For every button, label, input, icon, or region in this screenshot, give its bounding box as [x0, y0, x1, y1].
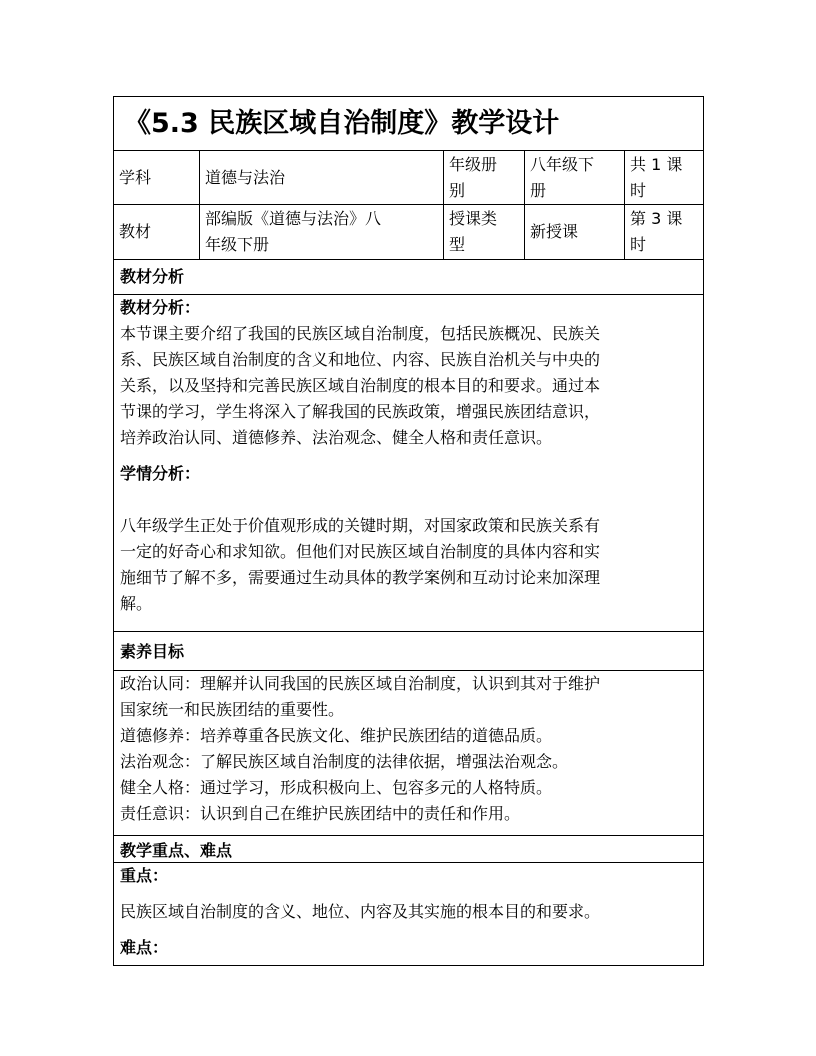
- student-analysis-line: 八年级学生正处于价值观形成的关键时期，对国家政策和民族关系有: [120, 516, 601, 535]
- info-row-subject: [114, 151, 703, 205]
- goal-responsibility: 责任意识：认识到自己在维护民族团结中的责任和作用。: [120, 804, 521, 823]
- textbook-value-line1: 部编版《道德与法治》八: [205, 209, 382, 228]
- subheading-textbook-analysis: 教材分析：: [120, 298, 201, 317]
- analysis-line: 节课的学习，学生将深入了解我国的民族政策，增强民族团结意识，: [120, 402, 601, 421]
- student-analysis-line: 解。: [120, 594, 153, 613]
- goals-section: [114, 671, 703, 836]
- analysis-section: [114, 295, 703, 632]
- grade-value: [525, 151, 625, 204]
- student-analysis-line: 一定的好奇心和求知欲。但他们对民族区域自治制度的具体内容和实: [120, 542, 601, 561]
- subject-label: 学科: [114, 151, 200, 204]
- key-point-text: 民族区域自治制度的含义、地位、内容及其实施的根本目的和要求。: [120, 902, 601, 921]
- section-heading-analysis: 教材分析: [114, 260, 703, 295]
- goal-political-identity: [120, 671, 697, 723]
- student-analysis-paragraph: [120, 513, 697, 617]
- grade-label: [444, 151, 525, 204]
- total-lessons-line2: 时: [630, 181, 647, 200]
- lesson-type-label-line2: 型: [449, 235, 466, 254]
- lesson-number-line2: 时: [630, 235, 647, 254]
- section-heading-goals: 素养目标: [114, 632, 703, 671]
- subheading-difficult-point: 难点：: [120, 938, 169, 957]
- goal-line: 国家统一和民族团结的重要性。: [120, 700, 345, 719]
- analysis-line: 关系，以及坚持和完善民族区域自治制度的根本目的和要求。通过本: [120, 376, 601, 395]
- subject-value: 道德与法治: [200, 151, 444, 204]
- textbook-value: [200, 205, 444, 259]
- lesson-number: [625, 205, 703, 259]
- section-heading-key-points: 教学重点、难点: [114, 836, 703, 863]
- subheading-student-analysis: 学情分析：: [120, 464, 201, 483]
- goal-line: 政治认同：理解并认同我国的民族区域自治制度，认识到其对于维护: [120, 674, 601, 693]
- key-points-section: [114, 863, 703, 965]
- lesson-number-line1: 第 3 课: [630, 209, 683, 228]
- student-analysis-line: 施细节了解不多，需要通过生动具体的教学案例和互动讨论来加深理: [120, 568, 601, 587]
- grade-label-line1: 年级册: [449, 155, 498, 174]
- textbook-value-line2: 年级下册: [205, 235, 270, 254]
- goal-rule-of-law: 法治观念：了解民族区域自治制度的法律依据，增强法治观念。: [120, 752, 569, 771]
- lesson-type-value: 新授课: [525, 205, 625, 259]
- textbook-analysis-paragraph: [120, 321, 697, 451]
- grade-label-line2: 别: [449, 181, 466, 200]
- analysis-line: 系、民族区域自治制度的含义和地位、内容、民族自治机关与中央的: [120, 350, 601, 369]
- lesson-plan-table: [113, 96, 704, 966]
- lesson-type-label: [444, 205, 525, 259]
- analysis-line: 培养政治认同、道德修养、法治观念、健全人格和责任意识。: [120, 428, 553, 447]
- total-lessons: [625, 151, 703, 204]
- textbook-label: 教材: [114, 205, 200, 259]
- analysis-line: 本节课主要介绍了我国的民族区域自治制度，包括民族概况、民族关: [120, 324, 601, 343]
- info-row-textbook: [114, 205, 703, 260]
- grade-value-line1: 八年级下: [530, 155, 595, 174]
- document-title: 《5.3 民族区域自治制度》教学设计: [114, 97, 703, 151]
- goal-moral: 道德修养：培养尊重各民族文化、维护民族团结的道德品质。: [120, 726, 553, 745]
- goal-personality: 健全人格：通过学习，形成积极向上、包容多元的人格特质。: [120, 778, 553, 797]
- lesson-type-label-line1: 授课类: [449, 209, 498, 228]
- subheading-key-point: 重点：: [120, 866, 169, 885]
- total-lessons-line1: 共 1 课: [630, 155, 683, 174]
- grade-value-line2: 册: [530, 181, 547, 200]
